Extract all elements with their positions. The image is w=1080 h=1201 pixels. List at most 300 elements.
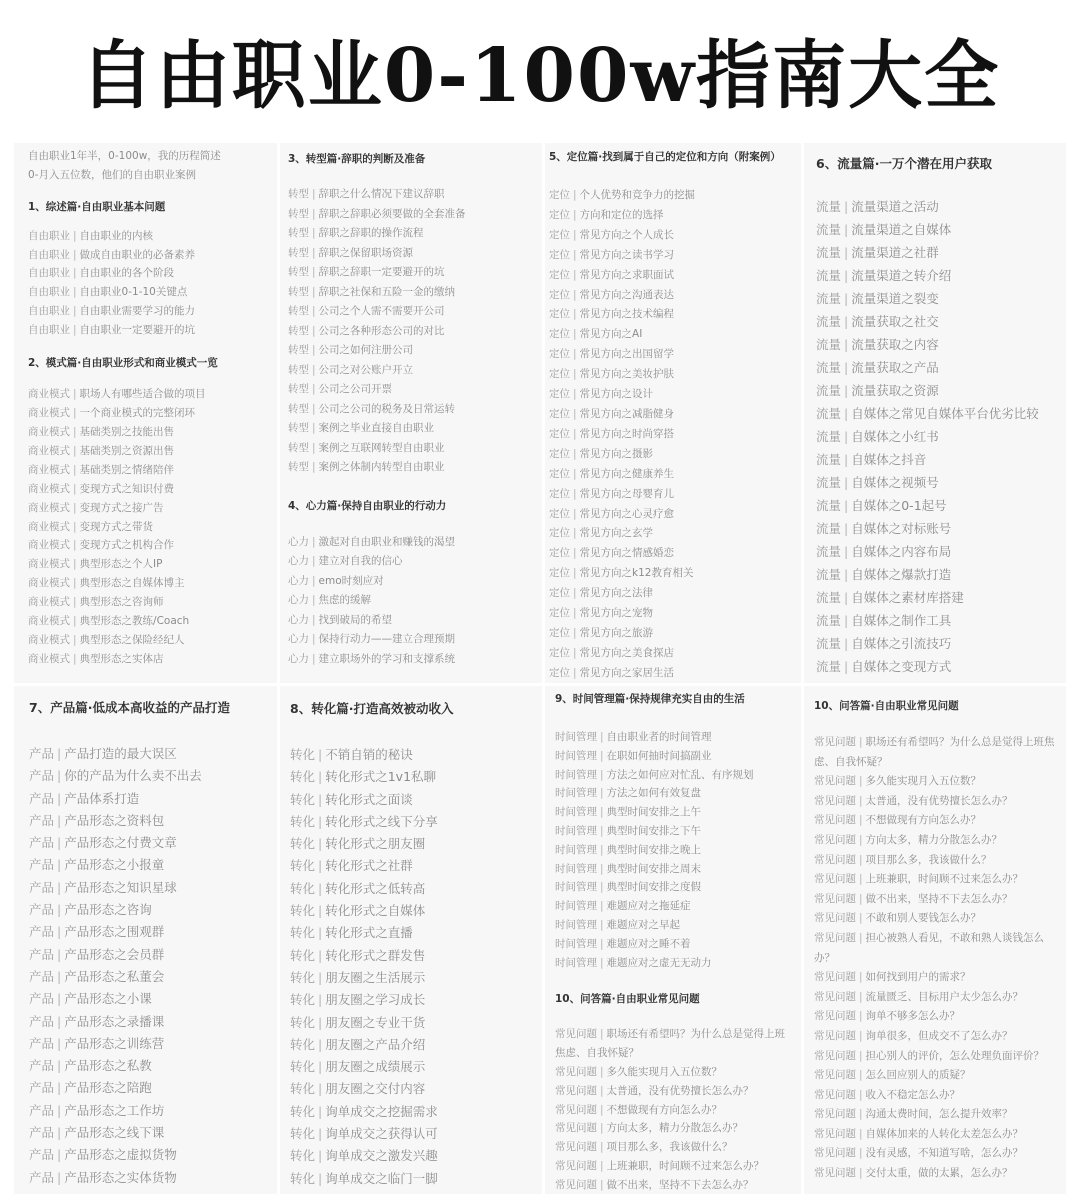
list-item[interactable]: [555, 841, 789, 860]
list-item[interactable]: [549, 325, 801, 345]
list-item[interactable]: [549, 564, 801, 584]
list-item[interactable]: [816, 241, 1066, 264]
list-item[interactable]: [28, 264, 277, 283]
item-category: 转化: [290, 903, 316, 919]
list-item[interactable]: [28, 612, 277, 631]
item-category: 心力: [288, 574, 309, 587]
item-text: 常见方向之求职面试: [579, 268, 675, 281]
list-item[interactable]: [816, 218, 1066, 241]
list-item[interactable]: [555, 728, 789, 747]
item-category: 转型: [288, 461, 309, 473]
item-separator: |: [312, 383, 316, 395]
item-category: 常见问题: [814, 853, 856, 866]
item-category: 常见问题: [814, 912, 856, 925]
item-text: 常见方向之时尚穿搭: [579, 427, 675, 440]
item-separator: |: [844, 291, 849, 306]
item-text: 常见方向之家居生活: [579, 666, 675, 679]
item-text: 典型时间安排之周末: [606, 862, 702, 875]
item-separator: |: [600, 918, 604, 931]
list-item[interactable]: [28, 518, 277, 537]
item-category: 流量: [816, 659, 842, 674]
list-item[interactable]: [555, 935, 789, 954]
list-item[interactable]: [555, 1138, 789, 1157]
list-item[interactable]: [549, 445, 801, 465]
item-category: 转型: [288, 266, 309, 278]
list-item[interactable]: [29, 1144, 277, 1166]
list-item[interactable]: [816, 356, 1066, 379]
list-item[interactable]: [555, 1082, 789, 1101]
item-text: 自媒体之内容布局: [851, 544, 952, 559]
item-text: 自由职业一定要避开的坑: [79, 323, 196, 336]
list-item[interactable]: [288, 439, 542, 459]
list-item[interactable]: [290, 1034, 542, 1056]
item-separator: |: [573, 288, 577, 301]
list-item[interactable]: [814, 1007, 1058, 1027]
list-item[interactable]: [549, 305, 801, 325]
list-item[interactable]: [288, 283, 542, 303]
item-category: 定位: [549, 587, 570, 600]
item-separator: |: [859, 912, 863, 925]
section-heading: 2、模式篇·自由职业形式和商业模式一览: [28, 357, 218, 370]
item-text: 典型形态之个人IP: [79, 558, 163, 571]
list-item[interactable]: [29, 988, 277, 1010]
list-item[interactable]: [814, 831, 1058, 851]
item-category: 转化: [290, 791, 316, 807]
list-item[interactable]: [816, 517, 1066, 540]
item-text: 公司之各种形态公司的对比: [318, 324, 445, 337]
list-item[interactable]: [29, 1167, 277, 1189]
list-item[interactable]: [288, 572, 542, 592]
section-heading: 8、转化篇·打造高效被动收入: [290, 701, 454, 716]
list-item[interactable]: [288, 591, 542, 611]
list-item[interactable]: [288, 380, 542, 400]
item-text: 常见方向之心灵疗愈: [579, 507, 675, 520]
list-item[interactable]: [816, 448, 1066, 471]
list-item[interactable]: [549, 186, 801, 206]
item-separator: |: [573, 626, 577, 639]
item-text: 转化形式之面谈: [325, 791, 413, 807]
list-item[interactable]: [288, 341, 542, 361]
item-separator: |: [600, 824, 604, 837]
list-item[interactable]: [555, 784, 789, 803]
item-category: 流量: [816, 636, 842, 651]
item-category: 定位: [549, 607, 570, 620]
item-separator: |: [600, 956, 604, 969]
list-item[interactable]: [288, 361, 542, 381]
list-item[interactable]: [29, 899, 277, 921]
list-item[interactable]: [29, 788, 277, 810]
list-item[interactable]: [288, 205, 542, 225]
list-item[interactable]: [555, 916, 789, 935]
list-item[interactable]: [288, 185, 542, 205]
list-item[interactable]: [28, 499, 277, 518]
list-item[interactable]: [288, 419, 542, 439]
list-item[interactable]: [555, 1063, 789, 1082]
list-item[interactable]: [549, 226, 801, 246]
list-item[interactable]: [549, 286, 801, 306]
list-item[interactable]: [549, 524, 801, 544]
list-item[interactable]: [29, 944, 277, 966]
item-separator: |: [312, 324, 316, 337]
item-text: 方向太多，精力分散怎么办？: [606, 1122, 744, 1135]
item-category: 常见问题: [814, 736, 856, 748]
list-item[interactable]: [814, 792, 1058, 812]
item-text: 流量渠道之活动: [851, 199, 939, 214]
list-item[interactable]: [28, 321, 277, 340]
section-heading: 5、定位篇·找到属于自己的定位和方向（附案例）: [549, 151, 781, 163]
item-category: 转型: [288, 324, 309, 337]
item-separator: |: [57, 1125, 62, 1141]
list-item[interactable]: [555, 1119, 789, 1138]
list-item[interactable]: [290, 967, 542, 989]
item-separator: |: [600, 1122, 604, 1135]
item-text: 难题应对之拖延症: [606, 900, 691, 913]
list-item[interactable]: [28, 631, 277, 650]
item-category: 产品: [29, 1169, 55, 1185]
list-item[interactable]: [555, 860, 789, 879]
item-category: 常见问题: [814, 892, 856, 905]
item-category: 转化: [290, 1103, 316, 1119]
item-text: 职场人有哪些适合做的项目: [79, 388, 206, 401]
list-item[interactable]: [29, 921, 277, 943]
item-text: 辞职之社保和五险一金的缴纳: [318, 285, 456, 298]
item-category: 商业模式: [28, 463, 70, 476]
list-item[interactable]: [814, 890, 1058, 910]
list-item[interactable]: [549, 246, 801, 266]
item-category: 心力: [288, 652, 309, 665]
item-separator: |: [57, 835, 62, 851]
list-item[interactable]: [814, 909, 1058, 929]
list-item[interactable]: [814, 1164, 1058, 1184]
list-item[interactable]: [290, 1078, 542, 1100]
item-category: 产品: [29, 835, 55, 851]
item-separator: |: [312, 305, 316, 317]
item-separator: |: [600, 862, 604, 875]
item-category: 转化: [290, 969, 316, 985]
list-item[interactable]: [290, 900, 542, 922]
list-item[interactable]: [814, 1105, 1058, 1125]
list-item[interactable]: [549, 644, 801, 664]
list-item[interactable]: [549, 465, 801, 485]
item-text: 转化形式之直播: [325, 925, 413, 941]
list-item[interactable]: [816, 655, 1066, 678]
item-text: 变现方式之知识付费: [79, 482, 175, 495]
list-item[interactable]: [29, 765, 277, 787]
list-item[interactable]: [814, 1047, 1058, 1067]
item-category: 转型: [288, 344, 309, 356]
item-text: 变现方式之接广告: [79, 501, 164, 514]
list-item[interactable]: [555, 1157, 789, 1176]
intro-line[interactable]: 0-月入五位数，他们的自由职业案例: [28, 169, 196, 181]
item-separator: |: [844, 245, 849, 260]
list-item[interactable]: [816, 609, 1066, 632]
item-text: 自媒体之0-1起号: [851, 498, 947, 513]
list-item[interactable]: [28, 246, 277, 265]
item-separator: |: [859, 1029, 863, 1042]
list-item[interactable]: [29, 832, 277, 854]
list-item[interactable]: [555, 803, 789, 822]
item-separator: |: [573, 228, 577, 241]
intro-line[interactable]: 自由职业1年半，0-100w，我的历程简述: [28, 150, 221, 162]
list-item[interactable]: [290, 1012, 542, 1034]
list-item[interactable]: [28, 555, 277, 574]
item-separator: |: [57, 902, 62, 918]
list-item[interactable]: [816, 402, 1066, 425]
list-item[interactable]: [814, 1144, 1058, 1164]
item-category: 常见问题: [814, 1010, 856, 1023]
item-separator: |: [318, 791, 323, 807]
list-item[interactable]: [814, 870, 1058, 890]
list-item[interactable]: [290, 1056, 542, 1078]
item-separator: |: [844, 452, 849, 467]
list-item[interactable]: [290, 833, 542, 855]
list-item[interactable]: [814, 1027, 1058, 1047]
list-item[interactable]: [555, 878, 789, 897]
list-item[interactable]: [29, 810, 277, 832]
list-item[interactable]: [555, 822, 789, 841]
item-text: 自由职业0-1-10关键点: [79, 286, 188, 299]
item-separator: |: [573, 587, 577, 600]
list-item[interactable]: [290, 989, 542, 1011]
item-text: 产品形态之小课: [64, 991, 152, 1007]
list-item[interactable]: [28, 404, 277, 423]
list-item[interactable]: [549, 206, 801, 226]
list-item[interactable]: [288, 630, 542, 650]
item-text: 朋友圈之成绩展示: [325, 1059, 426, 1075]
list-item[interactable]: [29, 1122, 277, 1144]
list-item[interactable]: [816, 494, 1066, 517]
item-category: 商业模式: [28, 388, 70, 401]
list-item[interactable]: [814, 1086, 1058, 1106]
list-item[interactable]: [28, 423, 277, 442]
list-item[interactable]: [28, 593, 277, 612]
item-text: 找到破局的希望: [318, 613, 393, 626]
list-item[interactable]: [814, 1066, 1058, 1086]
list-item[interactable]: [549, 405, 801, 425]
item-category: 流量: [816, 199, 842, 214]
list-item[interactable]: [290, 811, 542, 833]
item-text: 常见方向之设计: [579, 388, 654, 401]
list-item[interactable]: [29, 1100, 277, 1122]
list-item[interactable]: [288, 611, 542, 631]
list-item[interactable]: [28, 227, 277, 246]
item-text: 基础类别之资源出售: [79, 444, 175, 457]
list-item[interactable]: [555, 766, 789, 785]
list-item[interactable]: [814, 772, 1058, 792]
list-item[interactable]: [555, 1025, 789, 1063]
list-item[interactable]: [288, 224, 542, 244]
list-item[interactable]: [29, 1077, 277, 1099]
list-item[interactable]: [814, 968, 1058, 988]
list-item[interactable]: [290, 1168, 542, 1190]
list-item[interactable]: [288, 650, 542, 670]
list-item[interactable]: [28, 442, 277, 461]
item-separator: |: [844, 521, 849, 536]
list-item[interactable]: [29, 1055, 277, 1077]
item-category: 商业模式: [28, 615, 70, 628]
list-item[interactable]: [816, 379, 1066, 402]
item-text: 自由职业的各个阶段: [79, 267, 175, 280]
list-item[interactable]: [549, 365, 801, 385]
list-item[interactable]: [28, 461, 277, 480]
list-item[interactable]: [816, 563, 1066, 586]
list-item[interactable]: [816, 425, 1066, 448]
item-text: 自媒体之常见自媒体平台优劣比较: [851, 406, 1039, 421]
item-category: 流量: [816, 475, 842, 490]
list-item[interactable]: [290, 744, 542, 766]
list-item[interactable]: [29, 877, 277, 899]
list-item[interactable]: [29, 1033, 277, 1055]
item-text: 多久能实现月入五位数？: [865, 775, 982, 788]
item-separator: |: [844, 498, 849, 513]
list-item[interactable]: [816, 333, 1066, 356]
item-text: 常见方向之个人成长: [579, 228, 675, 241]
item-separator: |: [312, 441, 316, 454]
list-item[interactable]: [288, 533, 542, 553]
list-item[interactable]: [288, 263, 542, 283]
list-item[interactable]: [290, 922, 542, 944]
item-text: 典型形态之自媒体博主: [79, 577, 185, 590]
list-item[interactable]: [814, 733, 1058, 772]
item-category: 产品: [29, 1125, 55, 1141]
item-text: 产品形态之资料包: [64, 812, 165, 828]
list-item[interactable]: [28, 283, 277, 302]
item-text: 上班兼职，时间顾不过来怎么办？: [865, 873, 1024, 886]
item-category: 流量: [816, 521, 842, 536]
list-item[interactable]: [816, 632, 1066, 655]
list-item[interactable]: [290, 1145, 542, 1167]
list-item[interactable]: [28, 480, 277, 499]
list-item[interactable]: [549, 604, 801, 624]
list-item[interactable]: [816, 471, 1066, 494]
list-item[interactable]: [549, 425, 801, 445]
item-category: 商业模式: [28, 634, 70, 646]
list-item[interactable]: [28, 302, 277, 321]
list-item[interactable]: [814, 811, 1058, 831]
section-heading: 6、流量篇·一万个潜在用户获取: [816, 156, 992, 171]
item-text: 常见方向之出国留学: [579, 348, 675, 361]
list-item[interactable]: [555, 747, 789, 766]
list-item[interactable]: [288, 458, 542, 478]
item-separator: |: [859, 1069, 863, 1082]
list-item[interactable]: [29, 1011, 277, 1033]
list-item[interactable]: [29, 854, 277, 876]
item-category: 时间管理: [555, 768, 597, 781]
item-category: 转化: [290, 880, 316, 896]
list-item[interactable]: [290, 1123, 542, 1145]
list-item[interactable]: [290, 789, 542, 811]
list-item[interactable]: [29, 743, 277, 765]
list-item[interactable]: [555, 1101, 789, 1120]
item-text: 常见方向之旅游: [579, 626, 654, 639]
list-item[interactable]: [555, 1176, 789, 1194]
list-item[interactable]: [549, 345, 801, 365]
item-separator: |: [312, 402, 316, 415]
list-item[interactable]: [549, 266, 801, 286]
list-item[interactable]: [290, 1101, 542, 1123]
list-item[interactable]: [555, 897, 789, 916]
item-text: 变现方式之机构合作: [79, 539, 175, 552]
list-item[interactable]: [28, 536, 277, 555]
item-category: 定位: [549, 288, 570, 301]
list-item[interactable]: [288, 552, 542, 572]
item-category: 定位: [549, 427, 570, 440]
list-item[interactable]: [290, 766, 542, 788]
item-text: 一个商业模式的完整闭环: [79, 407, 196, 420]
item-category: 转化: [290, 769, 316, 785]
item-text: 案例之互联网转型自由职业: [318, 441, 445, 454]
item-separator: |: [859, 1108, 863, 1121]
list-item[interactable]: [290, 945, 542, 967]
list-item[interactable]: [816, 264, 1066, 287]
list-item[interactable]: [816, 195, 1066, 218]
list-item[interactable]: [549, 505, 801, 525]
item-separator: |: [318, 1170, 323, 1186]
item-category: 转化: [290, 1059, 316, 1075]
list-item[interactable]: [549, 385, 801, 405]
list-item[interactable]: [814, 929, 1058, 968]
list-item[interactable]: [29, 966, 277, 988]
list-item[interactable]: [816, 287, 1066, 310]
item-separator: |: [73, 596, 77, 609]
list-item[interactable]: [288, 302, 542, 322]
item-text: 怎么回应别人的质疑？: [865, 1069, 971, 1082]
item-category: 常见问题: [814, 833, 856, 846]
list-item[interactable]: [288, 400, 542, 420]
item-separator: |: [57, 1169, 62, 1185]
list-item[interactable]: [28, 574, 277, 593]
list-item[interactable]: [549, 544, 801, 564]
list-item[interactable]: [288, 244, 542, 264]
list-item[interactable]: [816, 540, 1066, 563]
list-item[interactable]: [555, 954, 789, 973]
item-category: 转型: [288, 305, 309, 317]
list-item[interactable]: [816, 586, 1066, 609]
section-heading: 1、综述篇·自由职业基本问题: [28, 201, 166, 213]
list-item[interactable]: [816, 310, 1066, 333]
list-item[interactable]: [549, 485, 801, 505]
item-category: 产品: [29, 1080, 55, 1096]
list-item[interactable]: [549, 624, 801, 644]
item-separator: |: [600, 749, 604, 762]
item-category: 转化: [290, 992, 316, 1008]
list-item[interactable]: [549, 584, 801, 604]
list-item[interactable]: [28, 385, 277, 404]
list-item[interactable]: [290, 878, 542, 900]
item-category: 常见问题: [555, 1141, 597, 1154]
list-item[interactable]: [814, 988, 1058, 1008]
list-item[interactable]: [549, 664, 801, 683]
item-text: 转化形式之自媒体: [325, 903, 426, 919]
item-text: 公司之如何注册公司: [318, 344, 414, 356]
item-category: 产品: [29, 1102, 55, 1118]
list-item[interactable]: [28, 650, 277, 669]
section-list: [290, 744, 542, 1190]
item-category: 心力: [288, 633, 309, 645]
item-separator: |: [844, 429, 849, 444]
list-item[interactable]: [290, 855, 542, 877]
item-text: 产品形态之知识星球: [64, 879, 177, 895]
item-category: 产品: [29, 746, 55, 761]
item-separator: |: [573, 308, 577, 321]
section-heading: 9、时间管理篇·保持规律充实自由的生活: [555, 693, 745, 705]
section-list: [288, 185, 542, 478]
item-text: 辞职之辞职一定要避开的坑: [318, 266, 445, 278]
list-item[interactable]: [288, 322, 542, 342]
item-separator: |: [844, 636, 849, 651]
list-item[interactable]: [814, 851, 1058, 871]
list-item[interactable]: [814, 1125, 1058, 1145]
